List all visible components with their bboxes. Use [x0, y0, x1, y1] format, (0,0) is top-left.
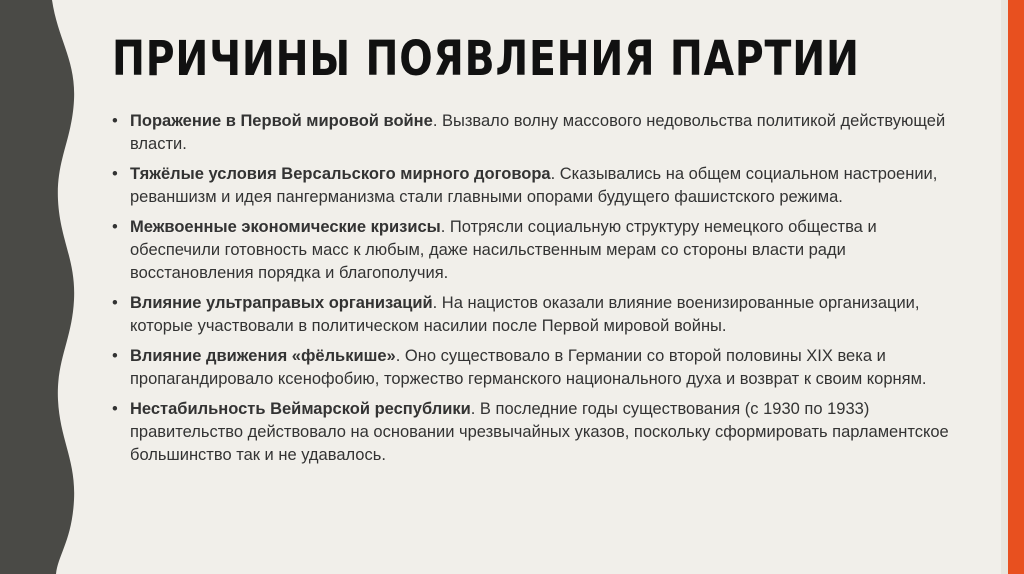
item-text: . Вызвало волну массового недовольства политикой действующей власти. — [130, 112, 946, 153]
bullet-icon: • — [112, 347, 118, 365]
left-wavy-band — [0, 0, 80, 574]
item-heading: Влияние движения «фёлькише» — [130, 347, 396, 365]
list-item — [112, 110, 962, 156]
list-item — [112, 163, 962, 209]
right-border-strip — [1001, 0, 1008, 574]
list-item — [112, 292, 962, 338]
list-item — [112, 398, 962, 467]
bullet-icon: • — [112, 165, 118, 183]
item-heading: Поражение в Первой мировой войне — [130, 112, 433, 130]
item-text: . На нацистов оказали влияние военизированные организации, которые участвовали в политическом насилии после Первой мировой войны. — [130, 294, 920, 335]
bullet-icon: • — [112, 400, 118, 418]
item-heading: Тяжёлые условия Версальского мирного договора — [130, 165, 551, 183]
item-text: . В последние годы существования (с 1930 по 1933) правительство действовало на основании чрезвычайных указов, поскольку сформировать парламентское большинство так и не удавалось. — [130, 400, 949, 464]
bullet-icon: • — [112, 294, 118, 312]
item-heading: Влияние ультраправых организаций — [130, 294, 433, 312]
right-accent-bar — [1008, 0, 1024, 574]
list-item — [112, 345, 962, 391]
bullet-icon: • — [112, 218, 118, 236]
item-text: . Оно существовало в Германии со второй половины XIX века и пропагандировало ксенофобию, торжество германского национального духа и возврат к своим корням. — [130, 347, 927, 388]
bullet-list — [112, 110, 962, 474]
slide-title: ПРИЧИНЫ ПОЯВЛЕНИЯ ПАРТИИ — [112, 31, 860, 87]
item-text: . Потрясли социальную структуру немецкого общества и обеспечили готовность масс к любым, даже насильственным мерам со стороны власти ради восстановления порядка и благополучия. — [130, 218, 877, 282]
wavy-band-shape — [0, 0, 74, 574]
item-heading: Нестабильность Веймарской республики — [130, 400, 471, 418]
list-item — [112, 216, 962, 285]
item-heading: Межвоенные экономические кризисы — [130, 218, 441, 236]
item-text: . Сказывались на общем социальном настроении, реваншизм и идея пангерманизма стали главными опорами будущего фашистского режима. — [130, 165, 938, 206]
bullet-icon: • — [112, 112, 118, 130]
